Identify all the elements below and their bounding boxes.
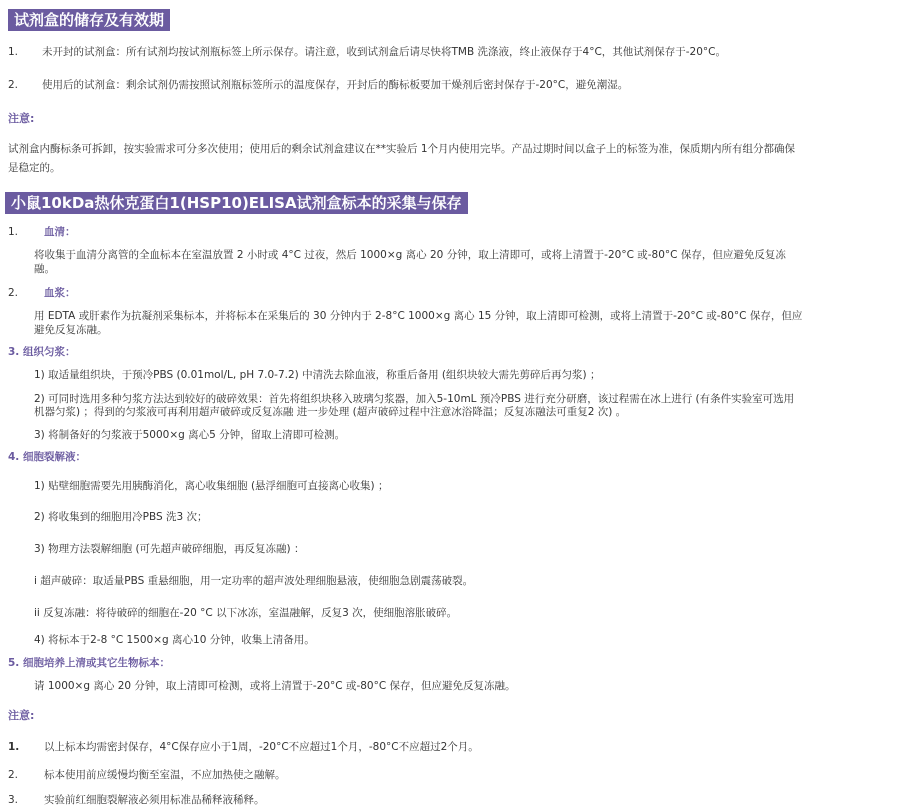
serum-text-line-1: 将收集于血清分离管的全血标本在室温放置 2 小时或 4°C 过夜，然后 1000×g 离心 20 分钟，取上清即可，或将上清置于-20°C 或-80°C 保存，但应避免反复冻 bbox=[34, 249, 786, 261]
sample-note-label: 注意: bbox=[8, 709, 35, 722]
storage-item-2-text: 使用后的试剂盒：剩余试剂仍需按照试剂瓶标签所示的温度保存，开封后的酶标板要加干燥剂后密封保存于-20°C，避免潮湿。 bbox=[42, 79, 629, 91]
section-title-storage: 试剂盒的储存及有效期 bbox=[8, 9, 170, 31]
lysate-step-1: 1) 贴壁细胞需要先用胰酶消化，离心收集细胞 (悬浮细胞可直接离心收集) ； bbox=[34, 480, 389, 492]
storage-note-line-2: 是稳定的。 bbox=[8, 162, 61, 174]
storage-item-1-text: 未开封的试剂盒：所有试剂均按试剂瓶标签上所示保存。请注意，收到试剂盒后请尽快将TMB 洗涤液，终止液保存于4°C，其他试剂保存于-20°C。 bbox=[42, 46, 727, 58]
serum-text-line-2: 融。 bbox=[34, 263, 55, 275]
sample-note-1-number: 1. bbox=[8, 741, 20, 753]
serum-number: 1. bbox=[8, 226, 19, 238]
storage-item-2-number: 2. bbox=[8, 79, 19, 91]
sample-note-2-number: 2. bbox=[8, 769, 19, 781]
sample-note-1-text: 以上标本均需密封保存，4°C保存应小于1周，-20°C不应超过1个月，-80°C不应超过2个月。 bbox=[44, 741, 479, 753]
lysate-step-ii: ⅰⅰ 反复冻融：将待破碎的细胞在-20 °C 以下冰冻，室温融解，反复3 次，使细胞溶胀破碎。 bbox=[34, 607, 458, 619]
tissue-step-2-line-2: 机器匀浆) ；得到的匀浆液可再利用超声破碎或反复冻融 进一步处理 (超声破碎过程中注意冰浴降温；反复冻融法可重复2 次) 。 bbox=[34, 406, 627, 418]
section-title-sample-collection: 小鼠10kDa热休克蛋白1(HSP10)ELISA试剂盒标本的采集与保存 bbox=[5, 192, 468, 214]
storage-note-line-1: 试剂盒内酶标条可拆卸，按实验需求可分多次使用；使用后的剩余试剂盒建议在**实验后 1个月内使用完毕。产品过期时间以盒子上的标签为准，保质期内所有组分都确保 bbox=[8, 143, 796, 155]
culture-text: 请 1000×g 离心 20 分钟，取上清即可检测，或将上清置于-20°C 或-80°C 保存，但应避免反复冻融。 bbox=[34, 680, 516, 692]
lysate-step-2: 2) 将收集到的细胞用冷PBS 洗3 次； bbox=[34, 511, 208, 523]
plasma-number: 2. bbox=[8, 287, 19, 299]
plasma-label: 血浆： bbox=[44, 287, 76, 299]
storage-note-label: 注意: bbox=[8, 112, 35, 125]
lysate-label: 4. 细胞裂解液： bbox=[8, 451, 86, 463]
tissue-step-3: 3) 将制备好的匀浆液于5000×g 离心5 分钟，留取上清即可检测。 bbox=[34, 429, 346, 441]
tissue-label: 3. 组织匀浆： bbox=[8, 346, 76, 358]
culture-label: 5. 细胞培养上清或其它生物标本： bbox=[8, 657, 170, 669]
storage-item-1-number: 1. bbox=[8, 46, 19, 58]
lysate-step-3: 3) 物理方法裂解细胞 (可先超声破碎细胞，再反复冻融) ： bbox=[34, 543, 305, 555]
plasma-text-line-1: 用 EDTA 或肝素作为抗凝剂采集标本，并将标本在采集后的 30 分钟内于 2-8°C 1000×g 离心 15 分钟，取上清即可检测，或将上清置于-20°C 或-80°C 保存，但应 bbox=[34, 310, 803, 322]
sample-note-3-number: 3. bbox=[8, 794, 19, 806]
serum-label: 血清： bbox=[44, 226, 76, 238]
sample-note-3-text: 实验前红细胞裂解液必须用标准品稀释液稀释。 bbox=[44, 794, 265, 806]
plasma-text-line-2: 避免反复冻融。 bbox=[34, 324, 108, 336]
tissue-step-1: 1) 取适量组织块，于预冷PBS (0.01mol/L, pH 7.0-7.2) 中清洗去除血液，称重后备用 (组织块较大需先剪碎后再匀浆) ； bbox=[34, 369, 601, 381]
lysate-step-i: ⅰ 超声破碎：取适量PBS 重悬细胞，用一定功率的超声波处理细胞悬液，使细胞急剧震荡破裂。 bbox=[34, 575, 474, 587]
sample-note-2-text: 标本使用前应缓慢均衡至室温，不应加热使之融解。 bbox=[44, 769, 286, 781]
lysate-step-4: 4) 将标本于2-8 °C 1500×g 离心10 分钟，收集上清备用。 bbox=[34, 634, 315, 646]
tissue-step-2-line-1: 2) 可同时选用多种匀浆方法达到较好的破碎效果：首先将组织块移入玻璃匀浆器，加入5-10mL 预冷PBS 进行充分研磨，该过程需在冰上进行 (有条件实验室可选用 bbox=[34, 393, 795, 405]
